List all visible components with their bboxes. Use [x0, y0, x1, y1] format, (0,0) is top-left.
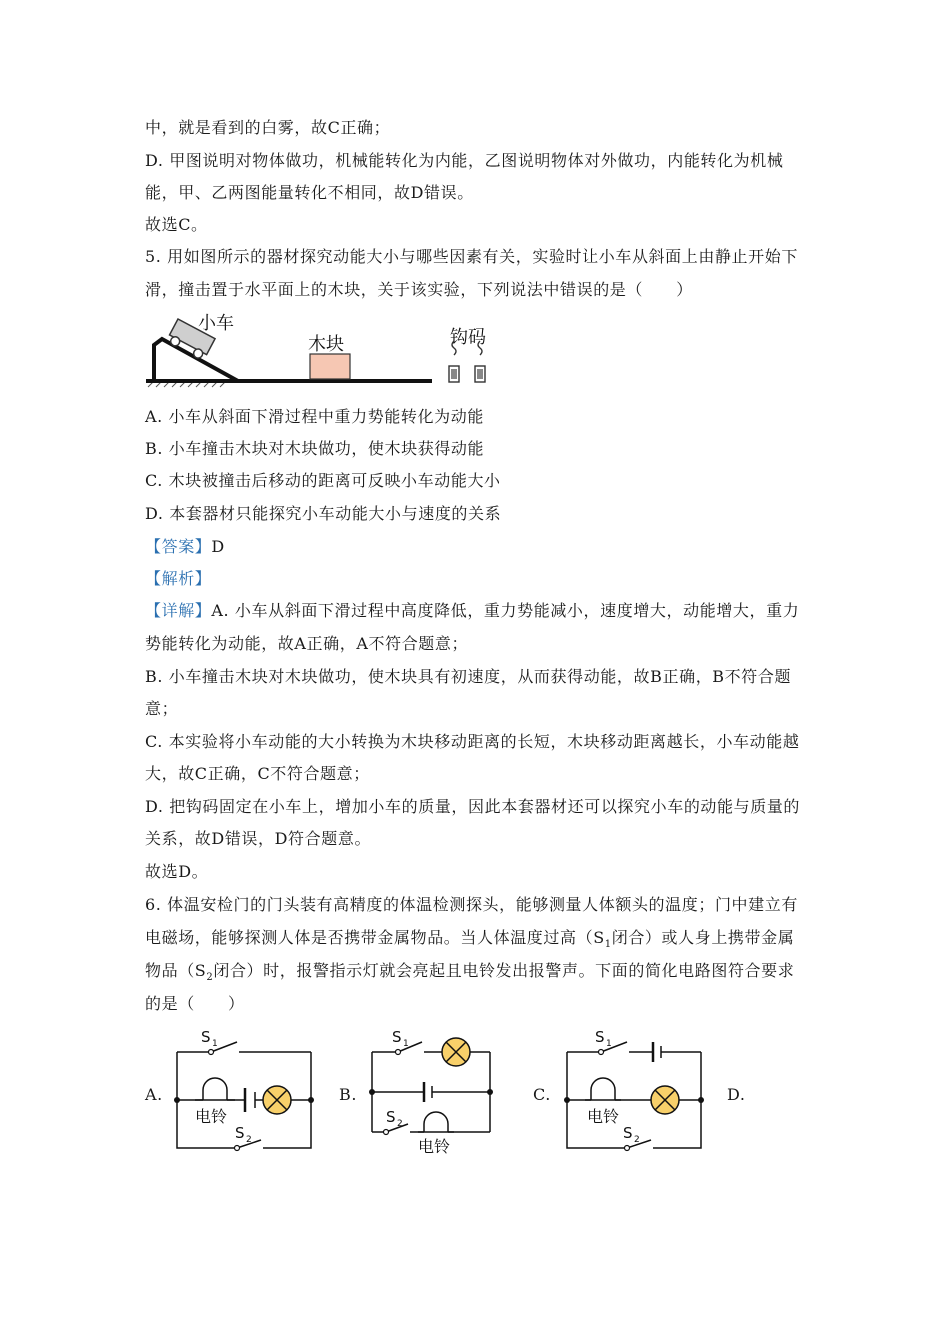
switch-s2-label: S — [235, 1124, 245, 1142]
switch-s2-label: S — [386, 1108, 396, 1126]
lamp-icon — [651, 1086, 679, 1114]
subscript: 1 — [604, 939, 612, 951]
switch-s1-sub: 1 — [606, 1039, 612, 1049]
answer-value: D — [211, 537, 225, 556]
switch-s2-label: S — [623, 1124, 633, 1142]
weights-label: 钩码 — [450, 327, 486, 348]
option-b: B. 小车撞击木块对木块做功，使木块获得动能 — [145, 439, 485, 458]
switch-s2-sub: 2 — [246, 1135, 252, 1145]
answer-line — [145, 536, 225, 558]
switch-s1-sub: 1 — [403, 1039, 409, 1049]
option-d: D. 本套器材只能探究小车动能大小与速度的关系 — [145, 504, 502, 523]
option-a: A. 小车从斜面下滑过程中重力势能转化为动能 — [145, 407, 484, 426]
switch-s1-sub: 1 — [212, 1039, 218, 1049]
analysis-tag — [145, 568, 211, 590]
circuit-option-a-label: A. — [145, 1085, 163, 1104]
text-line: D. 把钩码固定在小车上，增加小车的质量，因此本套器材还可以探究小车的动能与质量的 — [145, 797, 801, 816]
switch-s2-sub: 2 — [397, 1119, 403, 1129]
lamp-icon — [263, 1086, 291, 1114]
question-6-stem — [145, 927, 794, 956]
question-5-stem: 滑，撞击置于水平面上的木块，关于该实验，下列说法中错误的是（ ） — [145, 280, 693, 299]
circuit-b — [360, 1020, 520, 1160]
circuit-c — [555, 1020, 715, 1160]
bell-label: 电铃 — [195, 1107, 228, 1126]
text-line: B. 小车撞击木块对木块做功，使木块具有初速度，从而获得动能，故B正确，B不符合题 — [145, 667, 792, 686]
text-line: 大，故C正确，C不符合题意； — [145, 764, 370, 783]
detail-tag: 【详解】 — [145, 601, 212, 620]
block-label: 木块 — [308, 334, 344, 355]
stem-part: 闭合）时，报警指示灯就会亮起且电铃发出报警声。下面的简化电路图符合要求 — [213, 961, 795, 980]
text-line: 中，就是看到的白雾，故C正确； — [145, 118, 391, 137]
detail-line — [145, 600, 799, 622]
circuit-option-d-label: D. — [727, 1085, 746, 1104]
stem-part: 闭合）或人身上携带金属 — [611, 928, 795, 947]
circuit-a — [165, 1020, 325, 1160]
switch-s1-label: S — [595, 1028, 605, 1046]
bell-label: 电铃 — [418, 1137, 451, 1156]
question-5-stem: 5. 用如图所示的器材探究动能大小与哪些因素有关，实验时让小车从斜面上由静止开始下 — [145, 247, 798, 266]
answer-tag: 【答案】 — [145, 537, 212, 556]
question-6-stem — [145, 960, 794, 989]
detail-text: A. 小车从斜面下滑过程中高度降低，重力势能减小，速度增大，动能增大，重力 — [211, 601, 800, 620]
circuit-option-c-label: C. — [533, 1085, 551, 1104]
text-line: C. 本实验将小车动能的大小转换为木块移动距离的长短，木块移动距离越长，小车动能越 — [145, 732, 800, 751]
text-line: 故选C。 — [145, 215, 208, 234]
cart-label: 小车 — [198, 313, 234, 334]
question-6-stem: 6. 体温安检门的门头装有高精度的体温检测探头，能够测量人体额头的温度；门中建立有 — [145, 895, 798, 914]
text-line: 势能转化为动能，故A正确，A不符合题意； — [145, 634, 469, 653]
stem-part: 物品（S — [145, 961, 207, 980]
switch-s2-sub: 2 — [634, 1135, 640, 1145]
bell-label: 电铃 — [587, 1107, 620, 1126]
lamp-icon — [442, 1038, 470, 1066]
option-c: C. 木块被撞击后移动的距离可反映小车动能大小 — [145, 471, 501, 490]
text-line: 意； — [145, 699, 179, 718]
circuit-option-b-label: B. — [339, 1085, 358, 1104]
analysis-label: 【解析】 — [145, 569, 212, 588]
text-line: D. 甲图说明对物体做功，机械能转化为内能，乙图说明物体对外做功，内能转化为机械 — [145, 151, 784, 170]
stem-part: 电磁场，能够探测人体是否携带金属物品。当人体温度过高（S — [145, 928, 605, 947]
switch-s1-label: S — [392, 1028, 402, 1046]
question-6-stem: 的是（ ） — [145, 994, 245, 1013]
subscript: 2 — [206, 972, 214, 984]
switch-s1-label: S — [201, 1028, 211, 1046]
wood-block — [310, 354, 350, 379]
kinetic-energy-apparatus-figure — [140, 305, 510, 397]
text-line: 关系，故D错误，D符合题意。 — [145, 829, 372, 848]
text-line: 能，甲、乙两图能量转化不相同，故D错误。 — [145, 183, 474, 202]
text-line: 故选D。 — [145, 862, 209, 881]
